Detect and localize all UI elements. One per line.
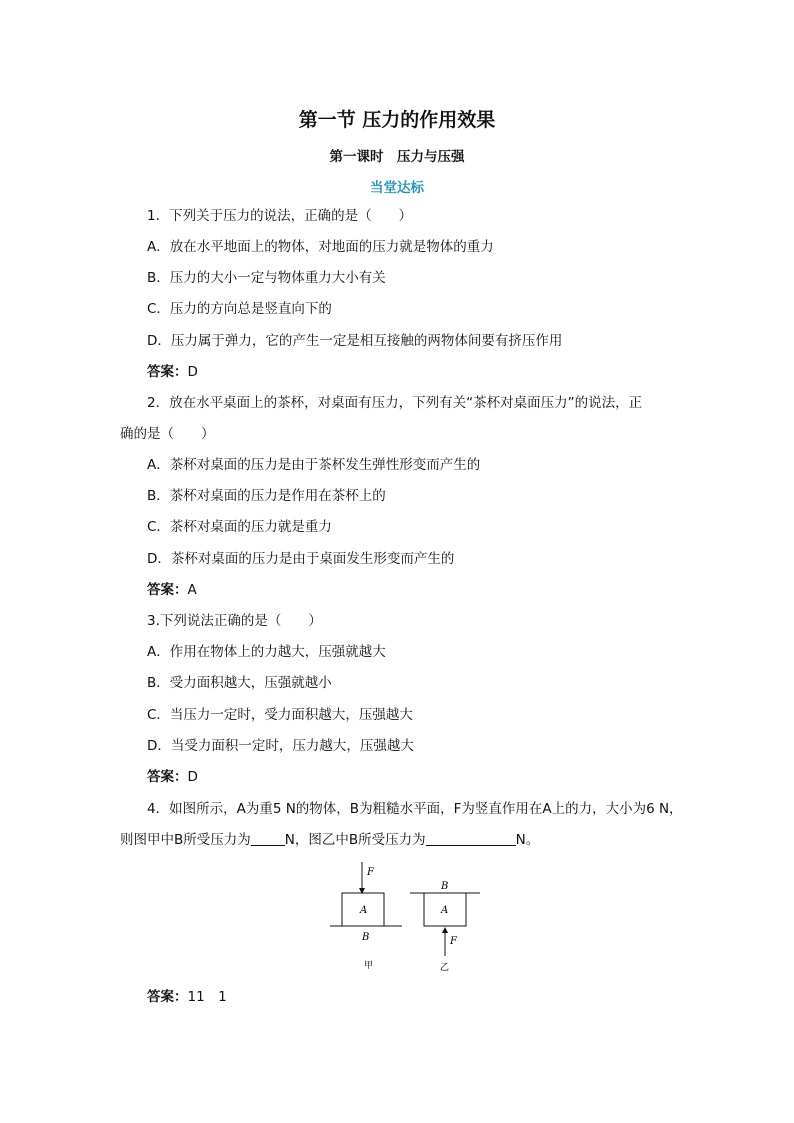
question-3-stem: 3.下列说法正确的是（ ） (147, 613, 322, 629)
blank-1 (251, 831, 285, 846)
question-3-option-a: A．作用在物体上的力越大，压强就越大 (147, 644, 386, 660)
question-1-option-c: C．压力的方向总是竖直向下的 (147, 301, 332, 317)
fill-text-c: N。 (515, 832, 540, 848)
question-2-option-b: B．茶杯对桌面的压力是作用在茶杯上的 (147, 488, 386, 504)
force-diagram (320, 858, 500, 978)
question-2-stem: 2．放在水平桌面上的茶杯，对桌面有压力，下列有关“茶杯对桌面压力”的说法，正 (147, 395, 643, 411)
question-1-stem: 1．下列关于压力的说法，正确的是（ ） (147, 208, 413, 224)
label-f-right: F (450, 936, 457, 947)
force-diagram-svg (320, 858, 500, 978)
page-title: 第一节 压力的作用效果 (298, 109, 496, 131)
blank-2 (426, 831, 516, 846)
section-heading: 当堂达标 (370, 180, 424, 196)
question-4-answer (147, 988, 227, 1006)
label-f-left: F (367, 867, 374, 878)
answer-value: A (187, 582, 197, 598)
label-a-right: A (441, 905, 449, 916)
answer-value: D (187, 769, 198, 785)
question-1-option-b: B．压力的大小一定与物体重力大小有关 (147, 270, 386, 286)
answer-value: D (187, 364, 198, 380)
answer-label: 答案： (147, 364, 188, 380)
question-2-stem-continued: 确的是（ ） (120, 426, 215, 442)
question-2-option-a: A．茶杯对桌面的压力是由于茶杯发生弹性形变而产生的 (147, 457, 481, 473)
question-1-answer (147, 363, 198, 381)
question-2-option-c: C．茶杯对桌面的压力就是重力 (147, 519, 332, 535)
question-1-option-a: A．放在水平地面上的物体，对地面的压力就是物体的重力 (147, 239, 494, 255)
question-3-option-c: C．当压力一定时，受力面积越大，压强越大 (147, 707, 413, 723)
question-3-option-d: D．当受力面积一定时，压力越大，压强越大 (147, 738, 414, 754)
caption-left: 甲 (364, 961, 374, 971)
question-1-option-d: D．压力属于弹力，它的产生一定是相互接触的两物体间要有挤压作用 (147, 333, 563, 349)
fill-text-b: N，图乙中B所受压力为 (284, 832, 426, 848)
label-b-right: B (441, 881, 449, 892)
answer-label: 答案： (147, 582, 188, 598)
question-3-option-b: B．受力面积越大，压强就越小 (147, 675, 332, 691)
answer-label: 答案： (147, 989, 188, 1005)
question-3-answer (147, 768, 198, 786)
caption-right: 乙 (440, 963, 450, 973)
question-2-option-d: D．茶杯对桌面的压力是由于桌面发生形变而产生的 (147, 551, 455, 567)
question-2-answer (147, 581, 197, 599)
answer-value: 11 1 (187, 989, 227, 1005)
label-b-left: B (362, 932, 370, 943)
answer-label: 答案： (147, 769, 188, 785)
label-a-left: A (360, 905, 368, 916)
question-4-stem: 4．如图所示，A为重5 N的物体，B为粗糙水平面，F为竖直作用在A上的力，大小为6 N， (147, 801, 683, 817)
question-4-stem-continued (120, 831, 539, 849)
fill-text-a: 则图甲中B所受压力为 (120, 832, 251, 848)
lesson-subtitle: 第一课时 压力与压强 (329, 149, 465, 165)
